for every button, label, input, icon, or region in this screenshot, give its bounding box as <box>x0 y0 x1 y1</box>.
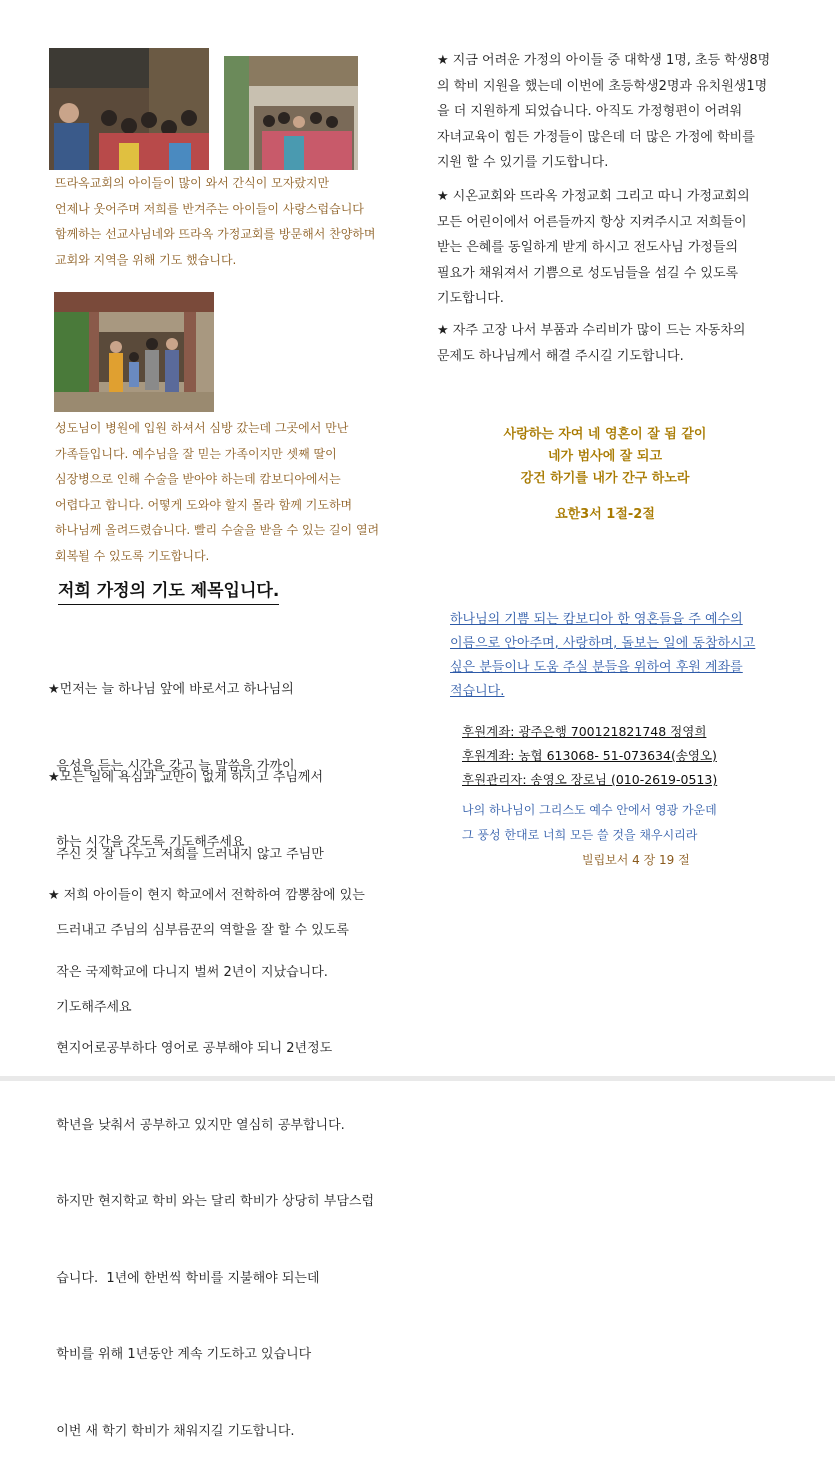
prayer-heading: 저희 가정의 기도 제목입니다. <box>58 576 279 605</box>
prayer-line: 필요가 채워져서 기쁨으로 성도님들을 섬길 수 있도록 <box>437 265 739 281</box>
caption-children-visit <box>55 171 375 273</box>
prayer-line: ★ 자주 고장 나서 부품과 수리비가 많이 드는 자동차의 <box>437 323 746 338</box>
caption-line: 언제나 웃어주며 저희를 반겨주는 아이들이 사랑스럽습니다 <box>55 201 364 216</box>
prayer-line: 자녀교육이 힘든 가정들이 많은데 더 많은 가정에 학비를 <box>437 129 755 145</box>
support-line: 하나님의 기쁨 되는 캄보디아 한 영혼들을 주 예수의 <box>450 612 743 627</box>
account-manager: 후원관리자: 송영오 장로님 (010-2619-0513) <box>462 772 718 787</box>
caption-line: 회복될 수 있도록 기도합니다. <box>55 548 210 563</box>
caption-line: 어렵다고 합니다. 어떻게 도와야 할지 몰라 함께 기도하며 <box>55 497 353 512</box>
prayer-line: ★ 저희 아이들이 현지 학교에서 전학하여 깜뽕참에 있는 <box>48 888 365 903</box>
page-bottom-edge <box>0 1076 835 1081</box>
prayer-line: ★모든 일에 욕심과 교만이 없게 하시고 주님께서 <box>48 770 324 785</box>
verse-line: 강건 하기를 내가 간구 하노라 <box>520 471 690 486</box>
bank-account-nonghyup: 후원계좌: 농협 613068- 51-073634(송영오) <box>462 748 717 763</box>
verse-line: 네가 범사에 잘 되고 <box>547 449 663 464</box>
caption-line: 가족들입니다. 예수님을 잘 믿는 가족이지만 셋째 딸이 <box>55 446 337 461</box>
caption-line: 심장병으로 인해 수술을 받아야 하는데 캄보디아에서는 <box>55 472 341 486</box>
prayer-line: 기도합니다. <box>437 291 504 306</box>
prayer-line: 학비를 위해 1년동안 계속 기도하고 있습니다 <box>48 1347 312 1362</box>
photo-family-hospital <box>54 292 214 412</box>
caption-line: 교회와 지역을 위해 기도 했습니다. <box>55 252 237 267</box>
prayer-line: 음성을 듣는 시간을 갖고 늘 말씀을 가까이 <box>48 758 295 774</box>
prayer-line: 드러내고 주님의 심부름꾼의 역할을 잘 할 수 있도록 <box>48 923 349 938</box>
photo-children-snack <box>49 48 209 170</box>
bank-account-gwangju: 후원계좌: 광주은행 700121821748 정영희 <box>462 724 707 739</box>
prayer-line: ★ 지금 어려운 가정의 아이들 중 대학생 1명, 초등 학생8명 <box>437 53 771 68</box>
prayer-line: 습니다. 1년에 한번씩 학비를 지불해야 되는데 <box>48 1270 320 1286</box>
right-prayer-item-1 <box>437 48 770 176</box>
support-line: 싶은 분들이나 도움 주실 분들을 위하여 후원 계좌를 <box>450 660 743 675</box>
caption-hospital-family <box>55 416 379 569</box>
closing-verse <box>462 798 717 873</box>
prayer-item-3 <box>48 832 374 1470</box>
right-prayer-item-2 <box>437 184 750 312</box>
verse-line: 사랑하는 자여 네 영혼이 잘 됨 같이 <box>503 427 707 442</box>
closing-verse-line: 나의 하나님이 그리스도 예수 안에서 영광 가운데 <box>462 803 717 817</box>
closing-verse-line: 그 풍성 한대로 너희 모든 쓸 것을 채우시리라 <box>462 828 698 842</box>
caption-line: 성도님이 병원에 입원 하셔서 심방 갔는데 그곳에서 만난 <box>55 421 349 435</box>
prayer-line: 지원 할 수 있기를 기도합니다. <box>437 155 609 170</box>
prayer-line: 학년을 낮춰서 공부하고 있지만 열심히 공부합니다. <box>48 1117 345 1133</box>
support-appeal <box>450 608 755 704</box>
support-line: 이름으로 안아주며, 사랑하며, 돌보는 일에 동참하시고 <box>450 636 756 651</box>
caption-line: 하나님께 올려드렸습니다. 빨리 수술을 받을 수 있는 길이 열려 <box>55 523 380 537</box>
verse-reference: 요한3서 1절-2절 <box>555 507 655 522</box>
prayer-line: 하는 시간을 갖도록 기도해주세요 <box>48 835 245 850</box>
photo-group-church <box>224 56 358 170</box>
prayer-line: 기도해주세요 <box>48 999 132 1015</box>
account-list <box>462 720 717 792</box>
prayer-line: 받는 은혜를 동일하게 받게 하시고 전도사님 가정들의 <box>437 240 739 255</box>
right-prayer-item-3 <box>437 318 745 369</box>
prayer-line: ★먼저는 늘 하나님 앞에 바로서고 하나님의 <box>48 682 294 697</box>
closing-verse-reference: 빌립보서 4 장 19 절 <box>582 853 690 867</box>
prayer-line: 문제도 하나님께서 해결 주시길 기도합니다. <box>437 348 684 364</box>
prayer-line: 을 더 지원하게 되었습니다. 아직도 가정형편이 어려워 <box>437 104 743 119</box>
support-line: 적습니다. <box>450 684 505 699</box>
prayer-line: ★ 시온교회와 뜨라옥 가정교회 그리고 따니 가정교회의 <box>437 189 750 204</box>
prayer-line: 의 학비 지원을 했는데 이번에 초등학생2명과 유치원생1명 <box>437 78 768 94</box>
caption-line: 함께하는 선교사님네와 뜨라옥 가정교회를 방문해서 찬양하며 <box>55 227 376 241</box>
prayer-line: 주신 것 잘 나누고 저희를 드러내지 않고 주님만 <box>48 846 324 862</box>
prayer-line: 하지만 현지학교 학비 와는 달리 학비가 상당히 부담스럽 <box>48 1194 375 1209</box>
prayer-line: 작은 국제학교에 다니지 벌써 2년이 지났습니다. <box>48 964 328 980</box>
prayer-line: 이번 새 학기 학비가 채워지길 기도합니다. <box>48 1423 295 1439</box>
caption-line: 뜨라옥교회의 아이들이 많이 와서 간식이 모자랐지만 <box>55 176 330 190</box>
prayer-line: 모든 어린이에서 어른들까지 항상 지켜주시고 저희들이 <box>437 214 747 230</box>
bible-verse <box>440 424 770 526</box>
prayer-line: 현지어로공부하다 영어로 공부해야 되니 2년정도 <box>48 1041 333 1056</box>
